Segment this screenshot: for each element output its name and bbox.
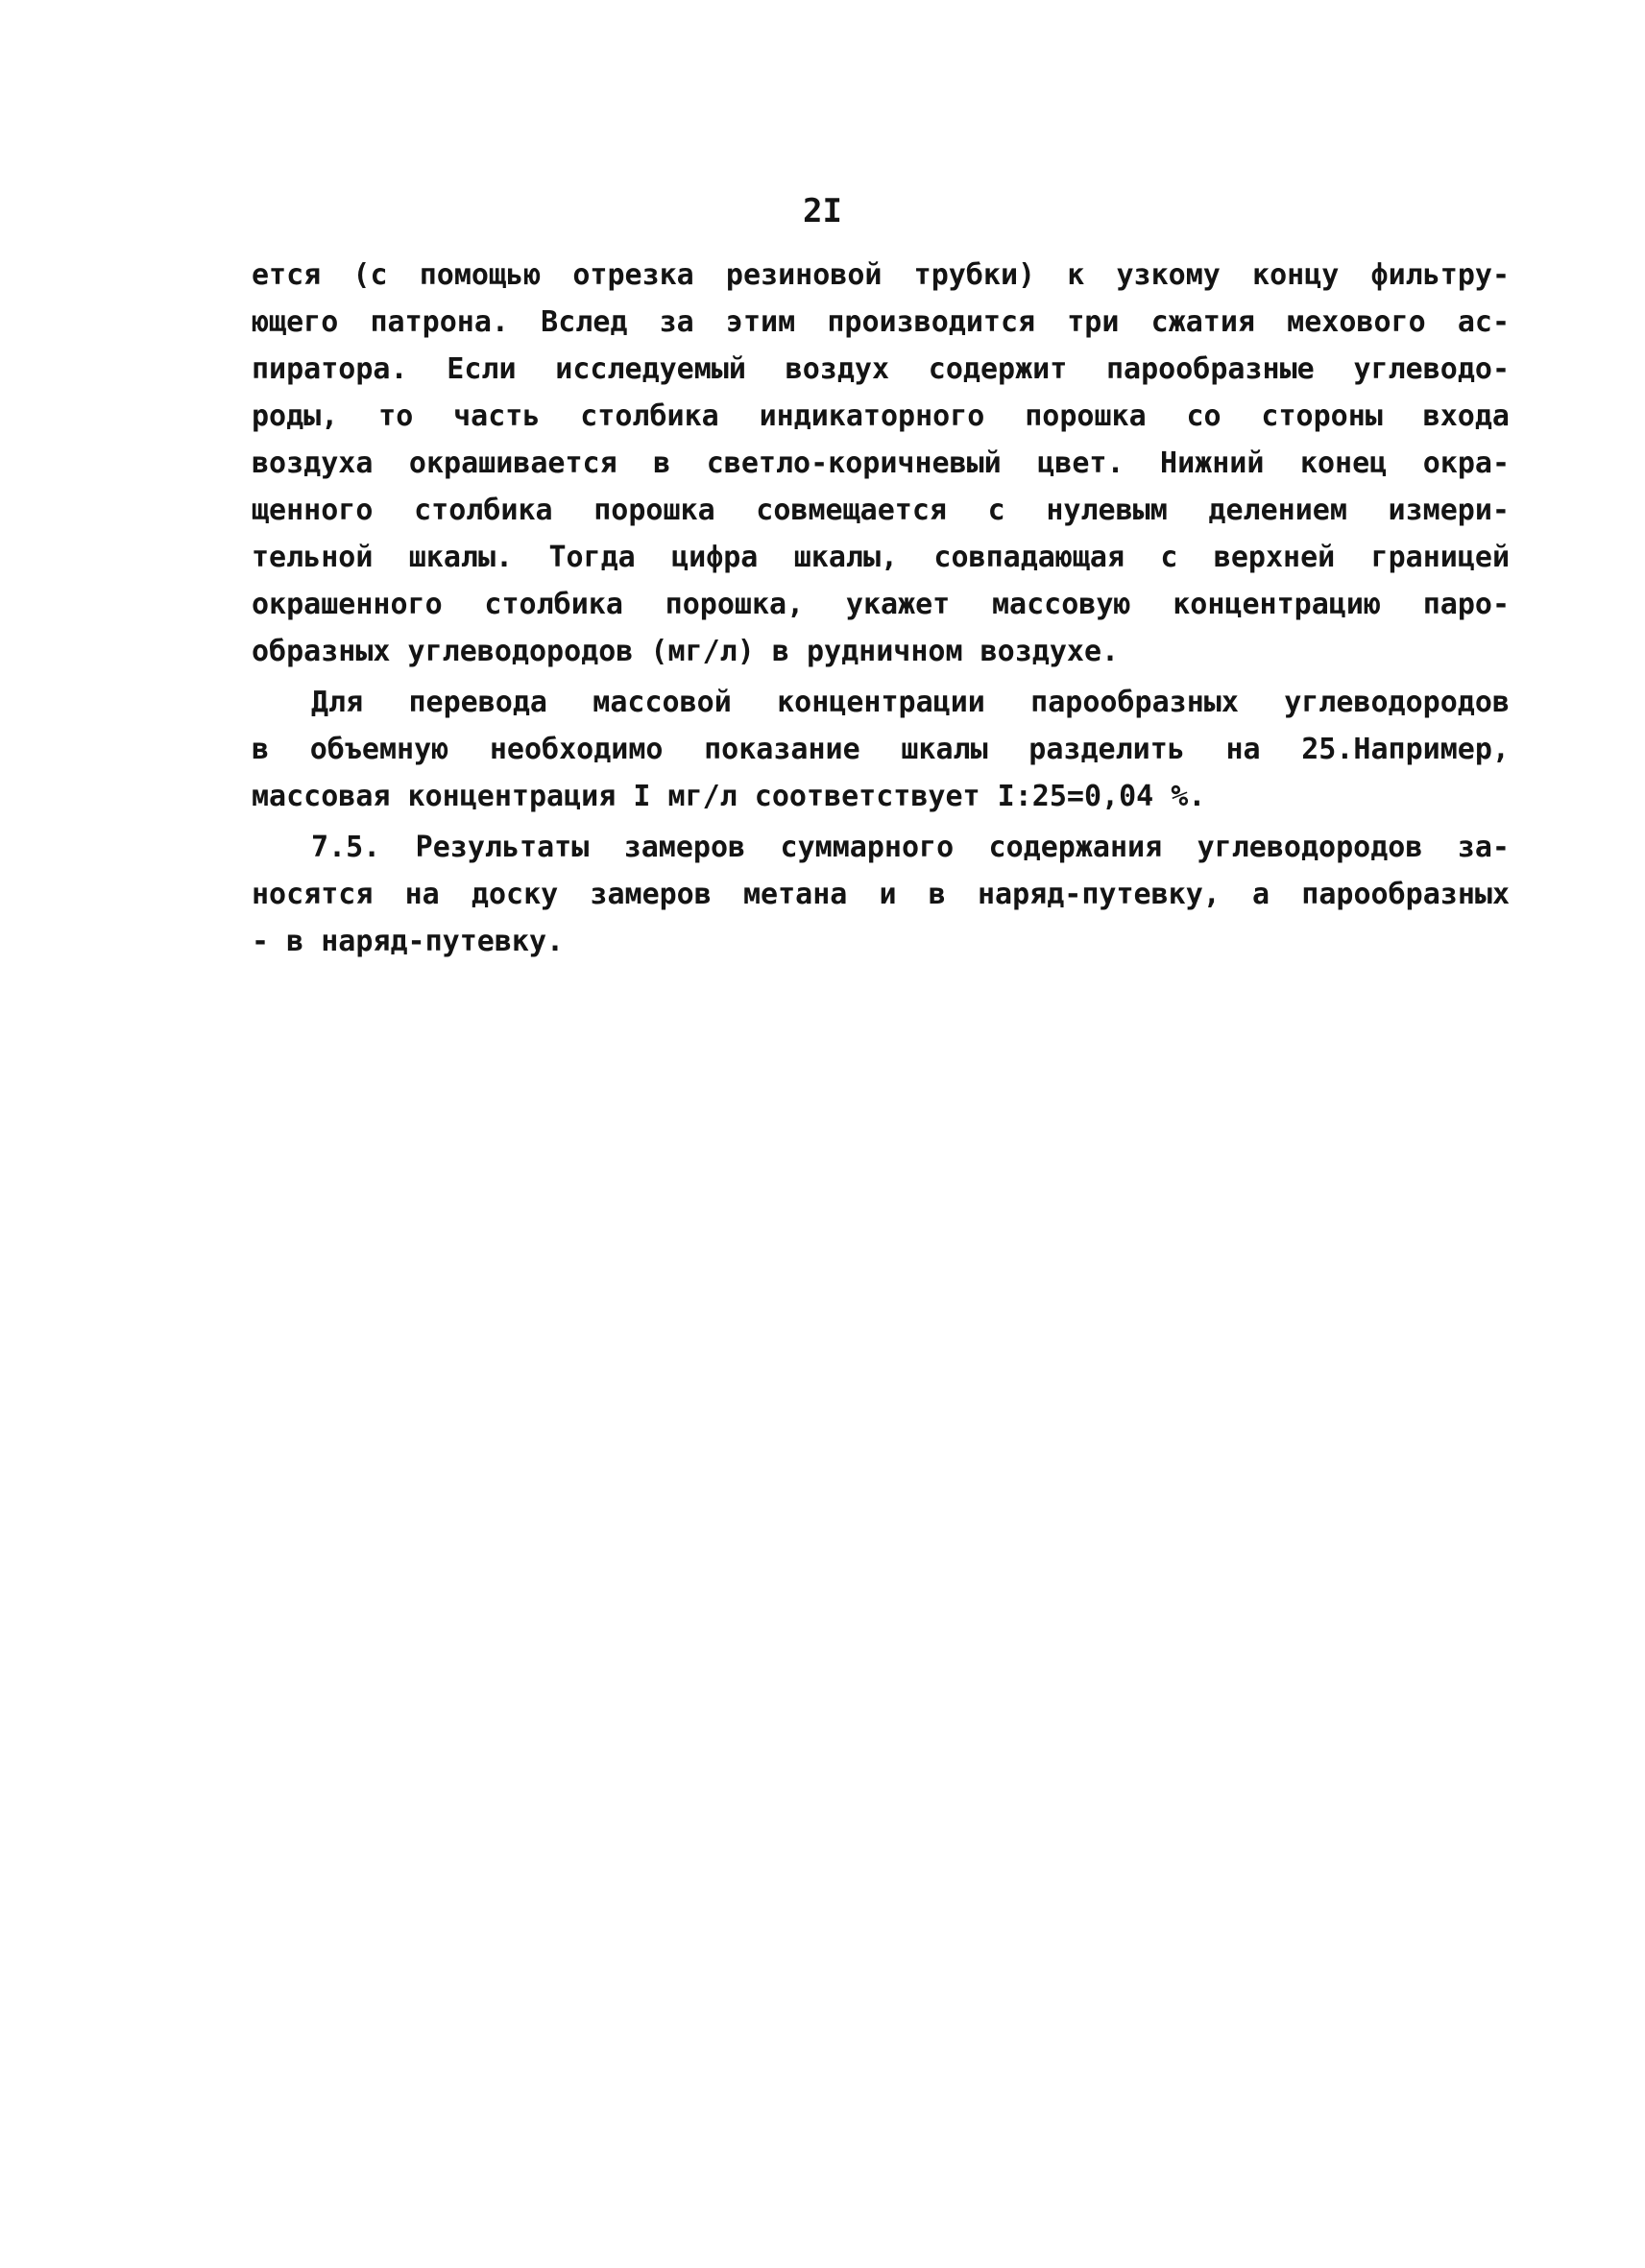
text-line: роды, то часть столбика индикаторного порошка со стороны входа bbox=[252, 399, 1510, 433]
paragraph-2 bbox=[252, 679, 1510, 820]
text-line: носятся на доску замеров метана и в наряд-путевку, а парообразных bbox=[252, 878, 1510, 911]
text-line: окрашенного столбика порошка, укажет массовую концентрацию паро- bbox=[252, 588, 1510, 621]
text-line: в объемную необходимо показание шкалы разделить на 25.Например, bbox=[252, 733, 1510, 766]
text-line: - в наряд-путевку. bbox=[252, 925, 565, 958]
text-line: 7.5. Результаты замеров суммарного содержания углеводородов за- bbox=[311, 831, 1510, 864]
text-line: воздуха окрашивается в светло-коричневый цвет. Нижний конец окра- bbox=[252, 446, 1510, 480]
text-line: ется (с помощью отрезка резиновой трубки) к узкому концу фильтру- bbox=[252, 258, 1510, 292]
text-line: Для перевода массовой концентрации парообразных углеводородов bbox=[311, 686, 1510, 719]
text-line: массовая концентрация I мг/л соответствует I:25=0,04 %. bbox=[252, 780, 1206, 813]
text-line: ющего патрона. Вслед за этим производится три сжатия мехового ас- bbox=[252, 305, 1510, 339]
text-line: тельной шкалы. Тогда цифра шкалы, совпадающая с верхней границей bbox=[252, 541, 1510, 574]
text-line: щенного столбика порошка совмещается с нулевым делением измери- bbox=[252, 494, 1510, 527]
body-text bbox=[252, 252, 1510, 965]
page-number: 2I bbox=[803, 192, 842, 230]
paragraph-3 bbox=[252, 824, 1510, 965]
text-line: пиратора. Если исследуемый воздух содержит парообразные углеводо- bbox=[252, 352, 1510, 386]
paragraph-1 bbox=[252, 252, 1510, 675]
text-line: образных углеводородов (мг/л) в рудничном воздухе. bbox=[252, 635, 1120, 668]
